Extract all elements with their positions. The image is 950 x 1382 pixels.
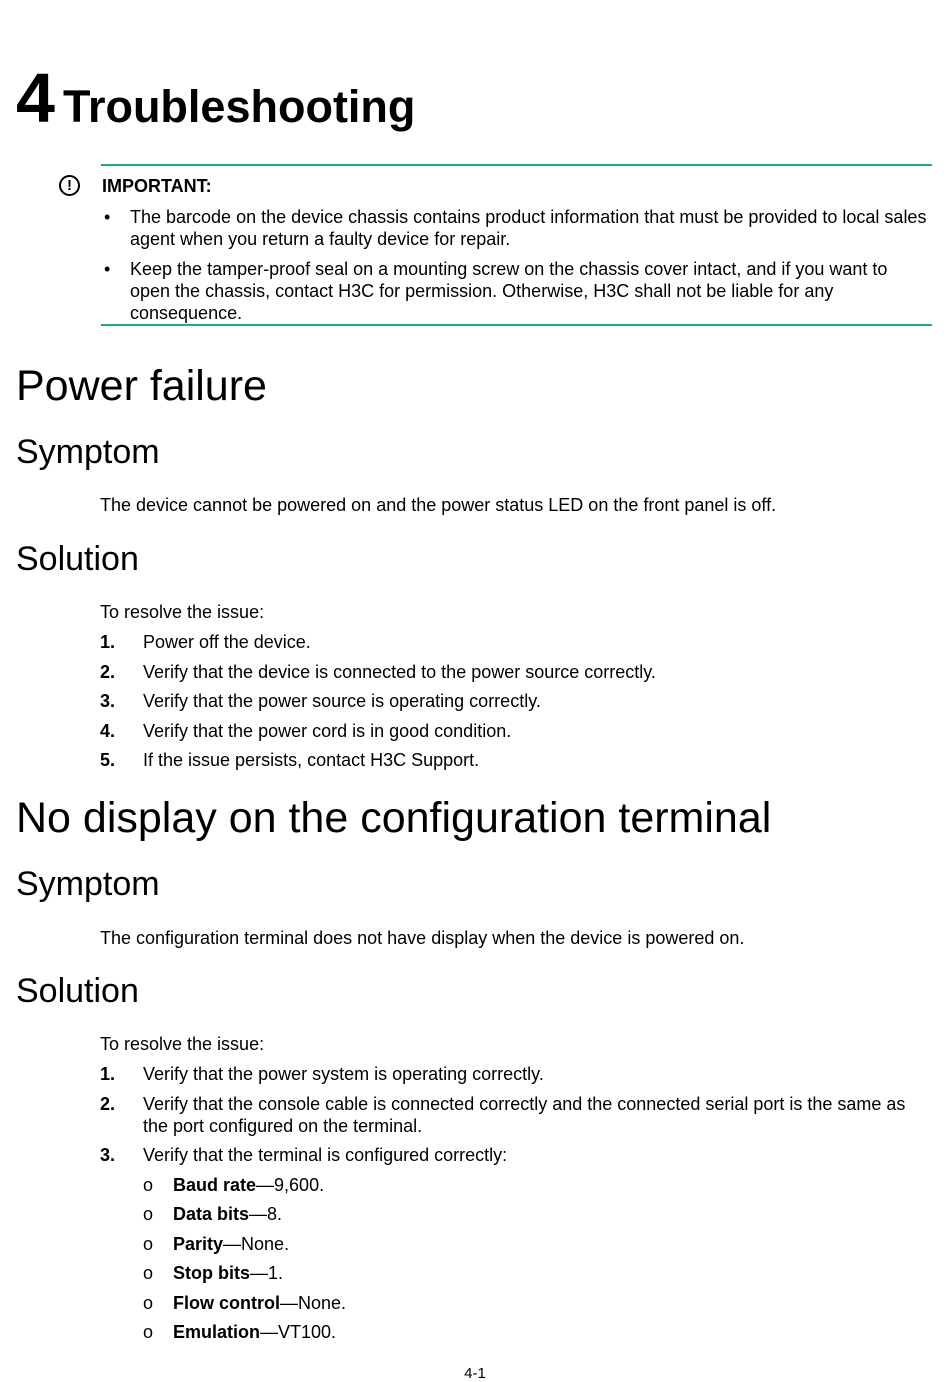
important-top-rule <box>101 164 932 166</box>
exclamation-circle-icon: ! <box>59 175 80 196</box>
list-item: 1. Verify that the power system is operating correctly. <box>100 1064 544 1084</box>
list-item: o Data bits—8. <box>143 1204 283 1224</box>
page-number: 4-1 <box>464 1365 486 1382</box>
list-item: • The barcode on the device chassis contains product information that must be provided to local sales agent when you return a faulty device for repair. <box>104 207 927 249</box>
circle-bullet-icon: o <box>143 1174 154 1195</box>
solution-heading: Solution <box>16 540 139 578</box>
circle-bullet-icon: o <box>143 1322 154 1342</box>
list-item: o Emulation—VT100. <box>143 1322 337 1342</box>
solution-steps <box>100 1063 932 1351</box>
list-item: 3. Verify that the terminal is configured correctly: o Baud rate—9,600. o Data bits—8. o Parity—None. o Stop bits—1. o Flow control—None. o Emulation—VT100. <box>100 1144 932 1343</box>
solution-heading: Solution <box>16 972 139 1010</box>
list-item: 2. Verify that the device is connected to the power source correctly. <box>100 661 656 682</box>
symptom-heading: Symptom <box>16 865 160 903</box>
chapter-heading <box>16 58 415 138</box>
list-item: o Baud rate—9,600. <box>143 1174 325 1195</box>
important-label: IMPORTANT: <box>102 176 212 196</box>
solution-intro: To resolve the issue: <box>100 602 265 622</box>
bullet-icon: • <box>104 259 111 279</box>
section-heading-power-failure: Power failure <box>16 362 267 410</box>
bullet-icon: • <box>104 207 111 227</box>
circle-bullet-icon: o <box>143 1204 154 1224</box>
list-item: 1. Power off the device. <box>100 632 311 652</box>
list-item: • Keep the tamper-proof seal on a mounting screw on the chassis cover intact, and if you want to open the chassis, contact H3C for permission. Otherwise, H3C shall not be liable for any consequence. <box>104 259 888 323</box>
circle-bullet-icon: o <box>143 1233 154 1254</box>
list-item: 4. Verify that the power cord is in good condition. <box>100 720 512 741</box>
circle-bullet-icon: o <box>143 1263 154 1283</box>
symptom-text: The device cannot be powered on and the power status LED on the front panel is off. <box>100 495 777 515</box>
list-item: 3. Verify that the power source is operating correctly. <box>100 691 541 711</box>
list-item: 5. If the issue persists, contact H3C Support. <box>100 750 480 770</box>
section-heading-no-display: No display on the configuration terminal <box>16 794 772 842</box>
list-item: o Flow control—None. <box>143 1292 347 1313</box>
important-bullets <box>104 206 932 332</box>
symptom-heading: Symptom <box>16 433 160 471</box>
terminal-settings-list <box>143 1174 932 1344</box>
important-bottom-rule <box>101 324 932 326</box>
solution-steps <box>100 631 932 779</box>
chapter-number: 4 <box>16 59 55 137</box>
symptom-text: The configuration terminal does not have display when the device is powered on. <box>100 928 745 948</box>
circle-bullet-icon: o <box>143 1292 154 1313</box>
list-item: o Parity—None. <box>143 1233 290 1254</box>
chapter-title: Troubleshooting <box>62 81 416 132</box>
list-item: 2. Verify that the console cable is connected correctly and the connected serial port is the same as the port configured on the terminal. <box>100 1093 906 1136</box>
list-item: o Stop bits—1. <box>143 1263 284 1283</box>
solution-intro: To resolve the issue: <box>100 1034 265 1054</box>
